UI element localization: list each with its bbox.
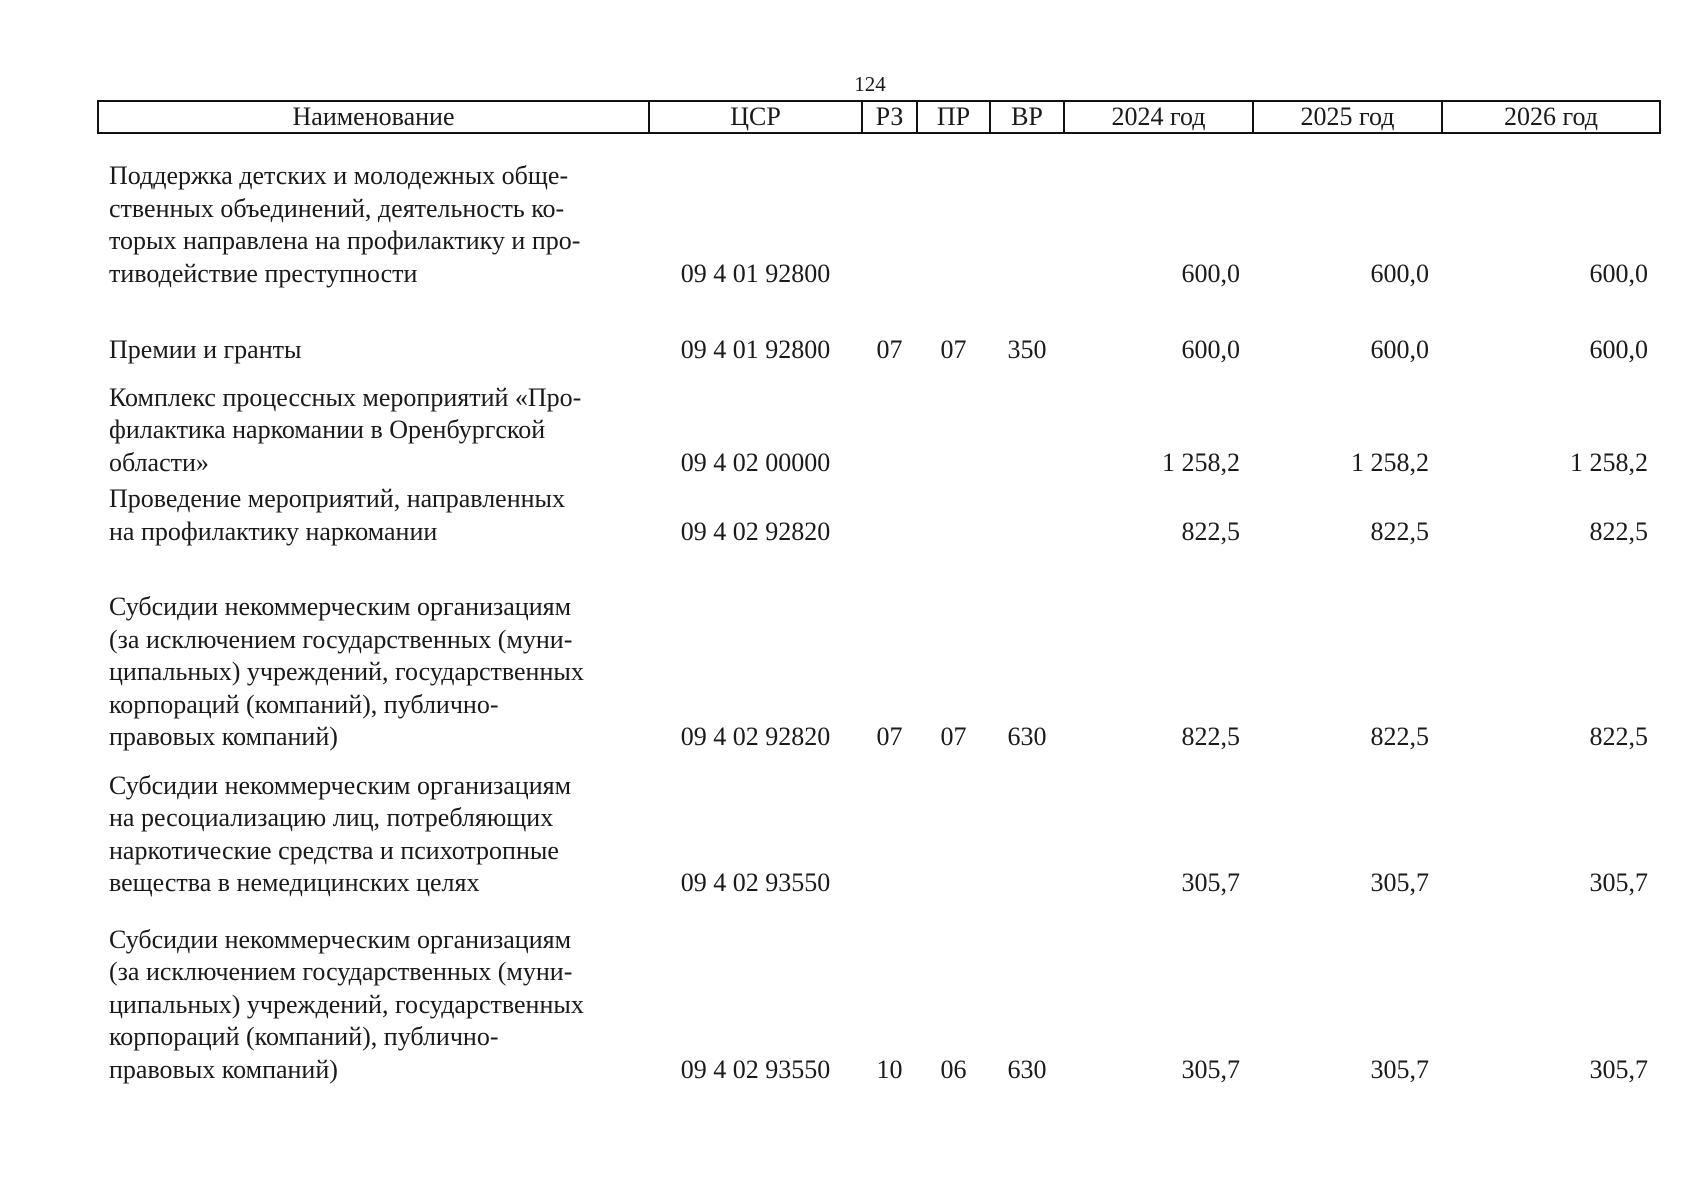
row-name-line: ципальных) учреждений, государственных <box>109 989 584 1019</box>
row-csr: 09 4 02 93550 <box>680 1054 831 1084</box>
row-name-line: корпораций (компаний), публично- <box>109 1022 499 1051</box>
row-name <box>98 479 649 548</box>
row-name-line: на ресоциализацию лиц, потребляющих <box>109 803 554 832</box>
row-name-line: Субсидии некоммерческим организациям <box>109 592 572 621</box>
row-name <box>98 160 649 290</box>
row-name-line: (за исключением государственных (муни- <box>109 957 573 986</box>
row-2024: 305,7 <box>1181 868 1240 897</box>
header-2025: 2025 год <box>1253 101 1442 133</box>
table-row <box>98 160 1660 290</box>
row-2024: 305,7 <box>1181 1054 1240 1084</box>
row-name-line: ципальных) учреждений, государственных <box>109 657 584 686</box>
row-2025: 305,7 <box>1370 868 1429 897</box>
row-csr: 09 4 01 92800 <box>680 258 831 288</box>
row-name-line: ственных объединений, деятельность ко- <box>109 193 565 223</box>
row-name-line: корпораций (компаний), публично- <box>109 689 499 719</box>
row-vr <box>990 479 1064 548</box>
row-pr: 07 <box>940 335 967 364</box>
row-pr <box>917 367 990 480</box>
row-csr: 09 4 02 00000 <box>680 447 831 477</box>
row-2026: 600,0 <box>1589 258 1648 288</box>
row-pr <box>917 160 990 290</box>
row-rz: 10 <box>876 1054 903 1084</box>
row-name-line: торых направлена на профилактику и про- <box>109 226 581 255</box>
row-2025: 822,5 <box>1370 722 1429 751</box>
row-2024: 822,5 <box>1181 516 1240 546</box>
row-name-line: (за исключением государственных (муни- <box>109 624 573 654</box>
row-name-line: на профилактику наркомании <box>109 516 438 546</box>
row-rz: 07 <box>876 722 903 751</box>
row-name-line: правовых компаний) <box>109 1054 338 1084</box>
row-rz <box>862 479 917 548</box>
table-row <box>98 479 1660 548</box>
table-body <box>98 133 1660 1086</box>
row-name-line: Проведение мероприятий, направленных <box>109 484 566 513</box>
row-name-line: тиводействие преступности <box>109 258 418 288</box>
row-2026: 600,0 <box>1589 335 1648 364</box>
row-vr: 630 <box>1007 1054 1047 1084</box>
row-2026: 822,5 <box>1589 722 1648 751</box>
row-vr: 630 <box>1007 722 1047 751</box>
row-csr: 09 4 01 92800 <box>680 335 831 364</box>
row-name <box>98 754 649 900</box>
row-csr: 09 4 02 92820 <box>680 516 831 546</box>
row-name <box>98 548 649 754</box>
row-pr <box>917 754 990 900</box>
row-name-line: Комплекс процессных мероприятий «Про- <box>109 382 582 412</box>
row-2026: 822,5 <box>1589 516 1648 546</box>
row-2026: 1 258,2 <box>1570 447 1648 477</box>
row-pr: 06 <box>940 1054 967 1084</box>
row-2024: 600,0 <box>1181 335 1240 364</box>
table-row <box>98 900 1660 1087</box>
row-2024: 1 258,2 <box>1162 447 1240 477</box>
row-name-line: наркотические средства и психотропные <box>109 835 559 865</box>
header-2024: 2024 год <box>1064 101 1253 133</box>
row-vr <box>990 160 1064 290</box>
row-name-line: Премии и гранты <box>109 335 302 364</box>
row-2026: 305,7 <box>1589 1054 1648 1084</box>
row-rz <box>862 754 917 900</box>
row-csr: 09 4 02 93550 <box>680 868 831 897</box>
row-2025: 1 258,2 <box>1351 447 1429 477</box>
table-row <box>98 548 1660 754</box>
row-name-line: филактика наркомании в Оренбургской <box>109 415 546 444</box>
budget-table <box>97 100 1661 1086</box>
row-2025: 600,0 <box>1370 258 1429 288</box>
row-vr <box>990 754 1064 900</box>
table-row <box>98 290 1660 367</box>
header-csr: ЦСР <box>649 101 862 133</box>
page-number: 124 <box>854 72 886 96</box>
header-rz: РЗ <box>862 101 917 133</box>
row-vr: 350 <box>1007 335 1047 364</box>
row-name-line: области» <box>109 447 209 477</box>
row-name-line: вещества в немедицинских целях <box>109 868 480 897</box>
header-vr: ВР <box>990 101 1064 133</box>
row-rz: 07 <box>876 335 903 364</box>
row-rz <box>862 160 917 290</box>
row-name <box>98 290 649 367</box>
table-header <box>98 101 1660 133</box>
row-name <box>98 367 649 480</box>
header-name: Наименование <box>98 101 649 133</box>
row-name-line: Субсидии некоммерческим организациям <box>109 770 572 800</box>
row-2024: 822,5 <box>1181 722 1240 751</box>
row-2025: 600,0 <box>1370 335 1429 364</box>
row-2024: 600,0 <box>1181 258 1240 288</box>
row-name <box>98 900 649 1087</box>
table-row <box>98 754 1660 900</box>
header-2026: 2026 год <box>1442 101 1660 133</box>
row-2026: 305,7 <box>1589 868 1648 897</box>
row-name-line: правовых компаний) <box>109 722 338 751</box>
row-pr <box>917 479 990 548</box>
row-2025: 305,7 <box>1370 1054 1429 1084</box>
row-rz <box>862 367 917 480</box>
row-name-line: Поддержка детских и молодежных обще- <box>109 161 569 190</box>
row-name-line: Субсидии некоммерческим организациям <box>109 924 572 954</box>
header-pr: ПР <box>917 101 990 133</box>
row-2025: 822,5 <box>1370 516 1429 546</box>
row-pr: 07 <box>940 722 967 751</box>
row-vr <box>990 367 1064 480</box>
table-row <box>98 367 1660 480</box>
row-csr: 09 4 02 92820 <box>680 722 831 751</box>
